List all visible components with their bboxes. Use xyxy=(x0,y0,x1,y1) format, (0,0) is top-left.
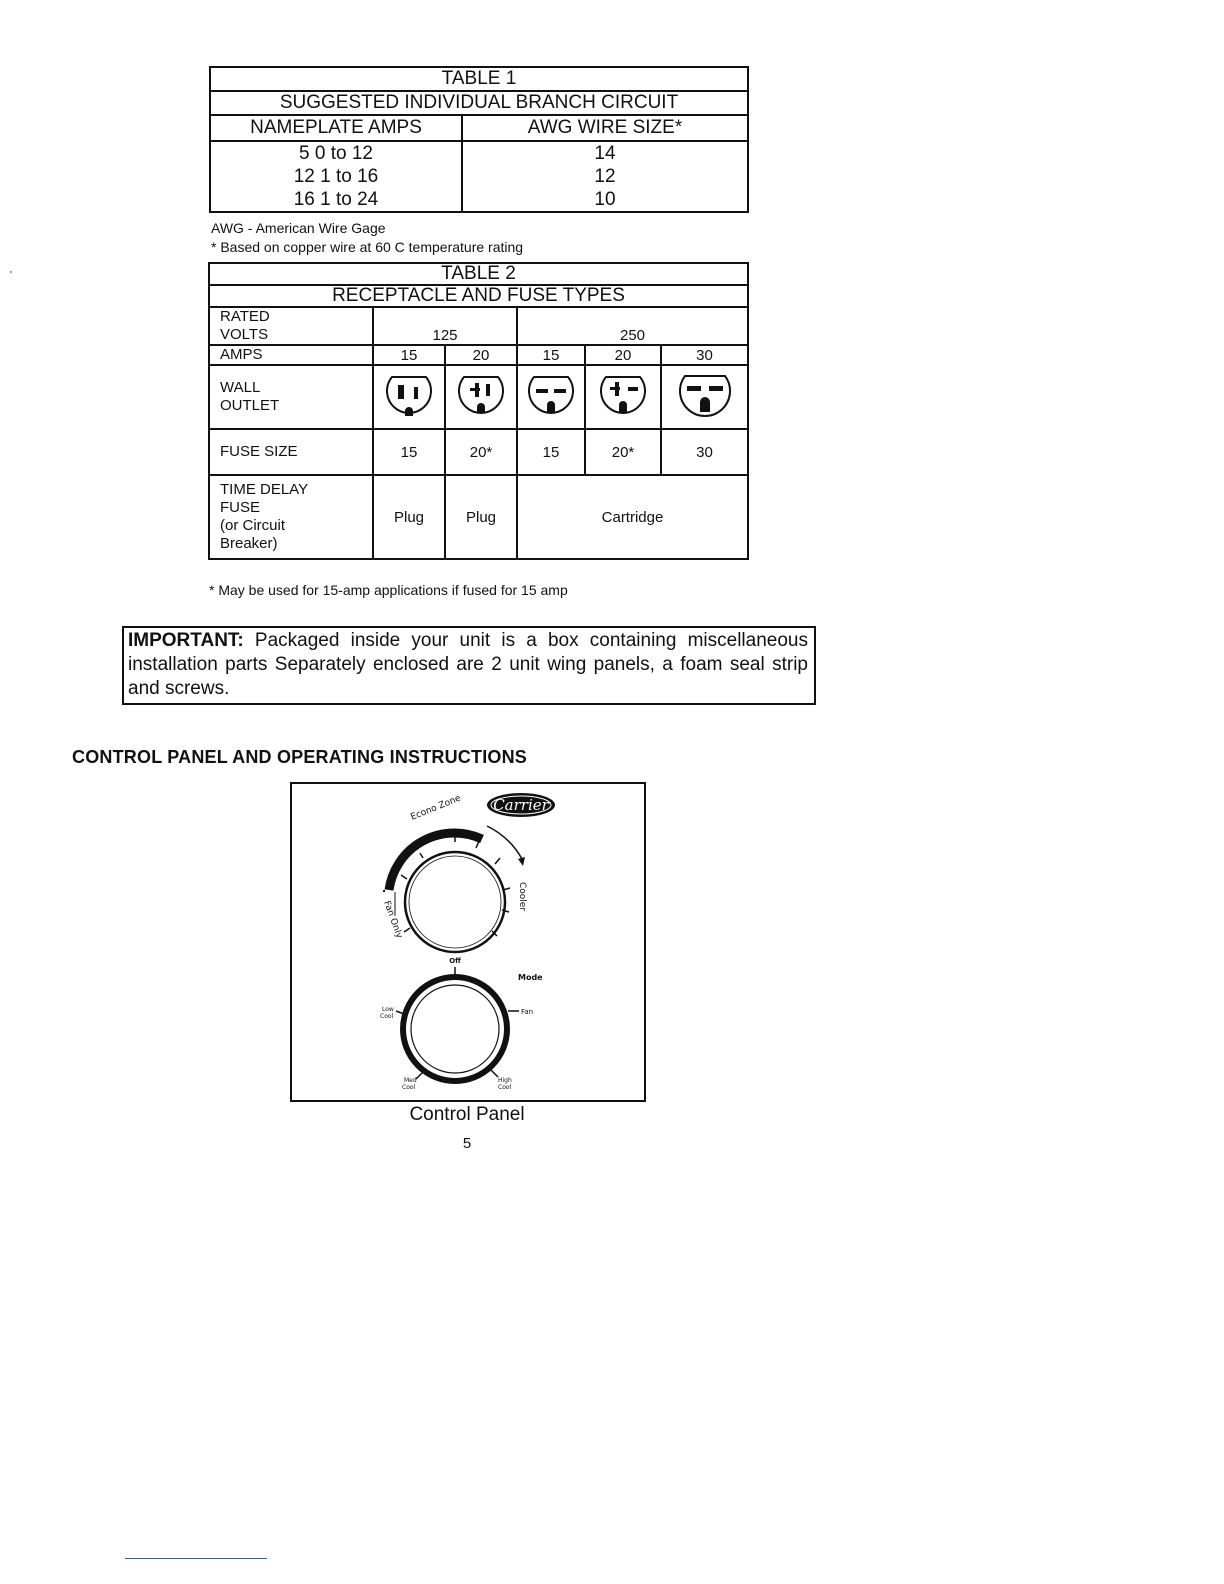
cooler-label: Cooler xyxy=(517,882,527,912)
control-panel-caption: Control Panel xyxy=(409,1104,525,1125)
outlet-20a-250v xyxy=(585,365,661,429)
stray-mark: ' xyxy=(10,270,12,281)
copper-wire-note: * Based on copper wire at 60 C temperature rating xyxy=(211,239,524,255)
fan-label: Fan xyxy=(521,1008,534,1016)
volts-label: VOLTS xyxy=(220,326,269,343)
table-1-subtitle: SUGGESTED INDIVIDUAL BRANCH CIRCUIT xyxy=(210,91,748,115)
amps-value: 5 0 to 12 xyxy=(299,143,373,164)
page-number: 5 xyxy=(462,1135,472,1152)
important-notice xyxy=(122,626,816,705)
wall-label: WALL xyxy=(220,379,261,396)
table-1-notes xyxy=(211,219,523,257)
label-line: FUSE xyxy=(220,499,261,516)
fuse-type-cell: Plug xyxy=(373,475,445,559)
outlet-20a-125v xyxy=(445,365,517,429)
label-line: TIME DELAY xyxy=(220,481,309,498)
econo-zone-label: Econo Zone xyxy=(409,793,463,823)
table-1 xyxy=(209,66,749,213)
outlet-15a-125v-icon xyxy=(384,369,434,421)
low-cool-label-2: Cool xyxy=(380,1013,394,1020)
outlet-15a-250v xyxy=(517,365,585,429)
important-label: IMPORTANT: xyxy=(128,630,244,651)
label-line: Breaker) xyxy=(220,535,278,552)
fuse-size-cell: 20* xyxy=(445,429,517,475)
brand-text: Carrier xyxy=(493,796,549,814)
table-1-title: TABLE 1 xyxy=(210,67,748,91)
fuse-size-cell: 15 xyxy=(517,429,585,475)
nameplate-amps-cell xyxy=(210,141,462,212)
awg-note: AWG - American Wire Gage xyxy=(211,220,386,236)
carrier-logo xyxy=(487,793,555,817)
thermostat-knob[interactable] xyxy=(381,826,527,952)
important-text: Packaged inside your unit is a box containing miscellaneous installation parts Separately enclosed are 2 unit wing panels, a foam seal strip and screws. xyxy=(128,630,808,699)
outlet-30a-250v xyxy=(661,365,748,429)
off-label: Off xyxy=(449,957,461,965)
mode-label: Mode xyxy=(518,973,543,982)
rated-label: RATED xyxy=(220,308,270,325)
high-cool-label-2: Cool xyxy=(498,1084,512,1091)
outlet-20a-125v-icon xyxy=(456,369,506,421)
outlet-15a-250v-icon xyxy=(526,369,576,421)
outlet-label: OUTLET xyxy=(220,397,280,414)
amps-label: AMPS xyxy=(209,345,373,365)
control-panel-illustration xyxy=(292,784,644,1100)
fuse-type-cell: Plug xyxy=(445,475,517,559)
section-heading: CONTROL PANEL AND OPERATING INSTRUCTIONS xyxy=(72,747,528,767)
table-2-title: TABLE 2 xyxy=(209,263,748,285)
fuse-size-cell: 15 xyxy=(373,429,445,475)
amps-value: 12 1 to 16 xyxy=(293,166,379,187)
table-2 xyxy=(208,262,749,560)
awg-value: 12 xyxy=(594,166,616,187)
mode-knob[interactable] xyxy=(380,957,543,1091)
table-2-subtitle: RECEPTACLE AND FUSE TYPES xyxy=(209,285,748,307)
high-cool-label-1: High xyxy=(498,1077,512,1084)
wall-outlet-label xyxy=(209,365,373,429)
amps-value: 16 1 to 24 xyxy=(293,189,379,210)
volts-125: 125 xyxy=(373,307,517,345)
awg-size-cell xyxy=(462,141,748,212)
label-line: (or Circuit xyxy=(220,517,286,534)
awg-value: 10 xyxy=(594,189,616,210)
amps-cell: 15 xyxy=(373,345,445,365)
rated-volts-label xyxy=(209,307,373,345)
med-cool-label-1: Med xyxy=(404,1077,417,1084)
awg-value: 14 xyxy=(594,143,616,164)
amps-cell: 15 xyxy=(517,345,585,365)
outlet-30a-250v-icon xyxy=(677,368,733,422)
med-cool-label-2: Cool xyxy=(402,1084,416,1091)
fan-only-label: Fan Only xyxy=(381,899,404,940)
col-header-nameplate-amps: NAMEPLATE AMPS xyxy=(210,115,462,141)
fuse-size-cell: 20* xyxy=(585,429,661,475)
outlet-15a-125v xyxy=(373,365,445,429)
amps-cell: 20 xyxy=(445,345,517,365)
fuse-type-cell: Cartridge xyxy=(517,475,748,559)
low-cool-label-1: Low xyxy=(382,1006,394,1013)
outlet-20a-250v-icon xyxy=(598,369,648,421)
table-2-footnote: * May be used for 15-amp applications if fused for 15 amp xyxy=(209,582,568,598)
fuse-size-cell: 30 xyxy=(661,429,748,475)
amps-cell: 30 xyxy=(661,345,748,365)
footer-rule xyxy=(125,1558,267,1559)
control-panel-figure xyxy=(290,782,646,1102)
volts-250: 250 xyxy=(517,307,748,345)
amps-cell: 20 xyxy=(585,345,661,365)
fuse-size-label: FUSE SIZE xyxy=(209,429,373,475)
col-header-awg-wire-size: AWG WIRE SIZE* xyxy=(462,115,748,141)
time-delay-fuse-label xyxy=(209,475,373,559)
